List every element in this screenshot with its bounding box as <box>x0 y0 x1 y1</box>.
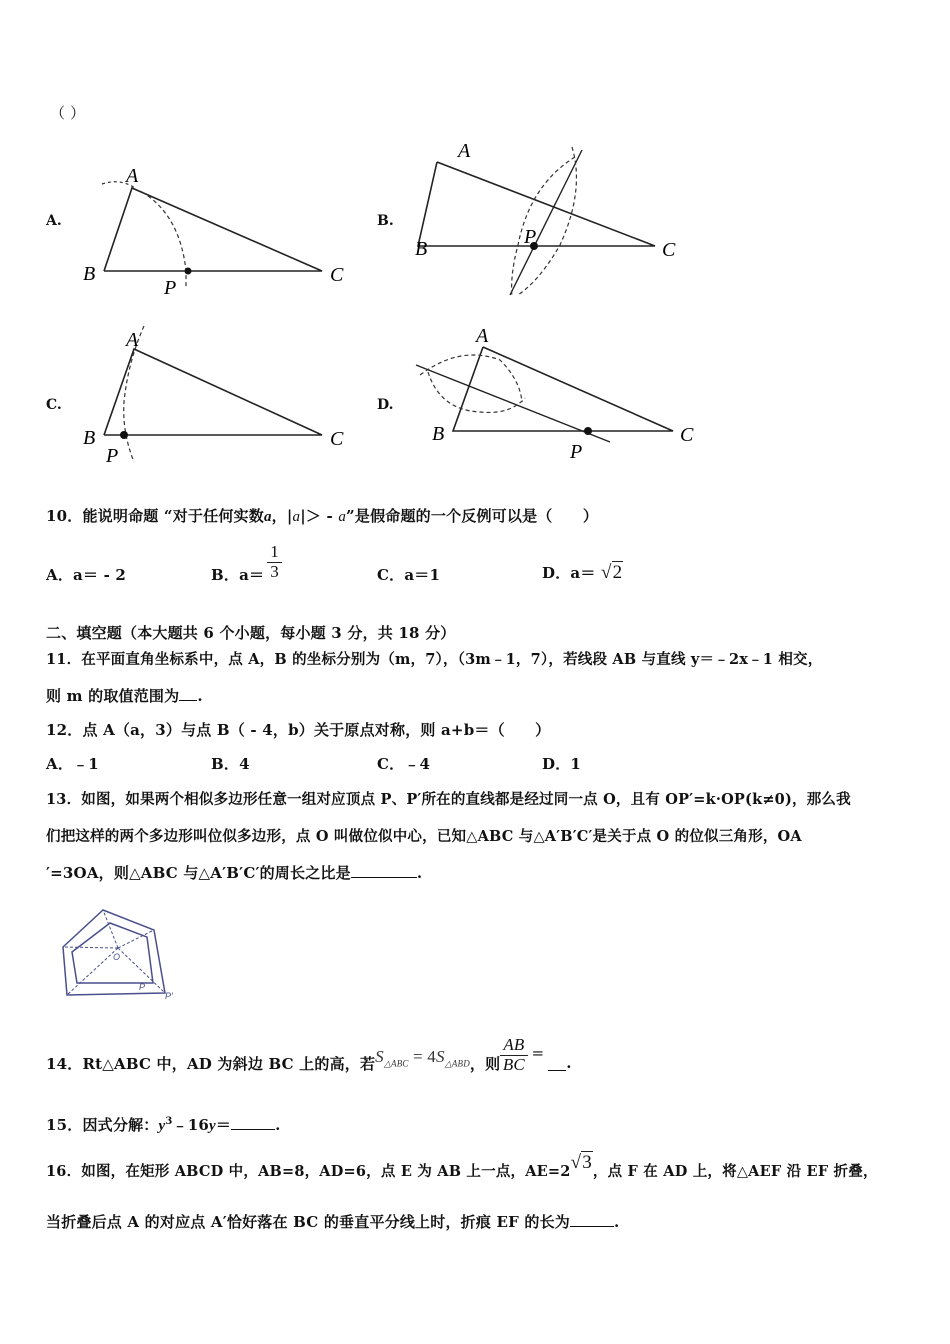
q11-line2: 则 m 的取值范围为 . <box>46 687 203 705</box>
vertex-a: A <box>126 329 139 351</box>
answer-blank[interactable] <box>548 1056 566 1071</box>
option-a-label: A. <box>46 213 62 229</box>
vertex-b: B <box>415 238 428 260</box>
q13-line2: 们把这样的两个多边形叫位似多边形，点 O 叫做位似中心，已知△ABC 与△A′B′C′是关于点 O 的位似三角形，OA <box>46 828 802 845</box>
label-p: P <box>139 982 146 992</box>
answer-blank[interactable] <box>570 1212 614 1227</box>
q12-option-d: D．1 <box>542 755 582 773</box>
option-c-label: C. <box>46 397 62 413</box>
vertex-a: A <box>126 165 139 187</box>
label-p-prime: P′ <box>165 991 173 1000</box>
q10-option-b: B． a＝ $\frac{1}{3}$ <box>211 540 282 584</box>
vertex-p: P <box>524 226 537 248</box>
vertex-b: B <box>83 263 96 285</box>
vertex-c: C <box>330 428 344 450</box>
vertex-a: A <box>458 140 471 162</box>
vertex-b: B <box>83 427 96 449</box>
answer-paren: （ ） <box>50 104 86 122</box>
vertex-p: P <box>570 441 583 463</box>
figure-option-a <box>80 160 360 300</box>
vertex-p: P <box>164 277 177 299</box>
answer-blank[interactable] <box>351 863 417 878</box>
q14-stem: 14．Rt△ABC 中，AD 为斜边 BC 上的高，若 $S_{\triangle ABC} = 4S_{\triangle ABD}$ ，则 $\frac{AB}{BC}$ = . <box>46 1034 572 1074</box>
label-o: O <box>113 952 121 962</box>
q10-stem: 10．能说明命题 “对于任何实数a，|a|＞ - a”是假命题的一个反例可以是（ ） <box>46 507 599 525</box>
vertex-p: P <box>106 445 119 467</box>
vertex-a: A <box>476 325 489 347</box>
vertex-b: B <box>432 423 445 445</box>
q10-option-d: D．a＝ √2 <box>542 562 623 583</box>
q16-line1: 16．如图，在矩形 ABCD 中，AB=8，AD=6，点 E 为 AB 上一点，AE=2√3，点 F 在 AD 上，将△AEF 沿 EF 折叠， <box>46 1152 878 1180</box>
q13-line3: ′=3OA，则△ABC 与△A′B′C′的周长之比是 . <box>46 864 423 882</box>
answer-blank[interactable] <box>179 686 197 701</box>
q13-line1: 13．如图，如果两个相似多边形任意一组对应顶点 P、P′所在的直线都是经过同一点 O，且有 OP′=k·OP(k≠0)，那么我 <box>46 791 851 808</box>
figure-option-b <box>410 135 700 305</box>
q12-stem: 12．点 A（a，3）与点 B（ - 4，b）关于原点对称，则 a+b＝（ ） <box>46 721 551 739</box>
q10-option-a: A．a＝ - 2 <box>46 566 127 584</box>
q15-stem: 15．因式分解：$y^3﹣16y=$ . <box>46 1116 281 1134</box>
option-d-label: D. <box>377 397 394 413</box>
q12-option-b: B．4 <box>211 755 250 773</box>
vertex-c: C <box>680 424 694 446</box>
q12-option-c: C．﹣4 <box>377 755 431 773</box>
q10-option-c: C．a＝1 <box>377 566 441 584</box>
q11-line1: 11．在平面直角坐标系中，点 A，B 的坐标分别为（m，7），（3m﹣1，7），若线段 AB 与直线 y＝﹣2x﹣1 相交， <box>46 651 823 668</box>
q12-option-a: A．﹣1 <box>46 755 99 773</box>
answer-blank[interactable] <box>231 1115 275 1130</box>
figure-option-d <box>410 320 710 465</box>
figure-option-c <box>80 322 360 467</box>
vertex-c: C <box>330 264 344 286</box>
q16-line2: 当折叠后点 A 的对应点 A′恰好落在 BC 的垂直平分线上时，折痕 EF 的长为 . <box>46 1213 620 1231</box>
section-title: 二、填空题（本大题共 6 个小题，每小题 3 分，共 18 分） <box>46 624 456 642</box>
option-b-label: B. <box>377 213 394 229</box>
figure-homothety-polygon <box>55 905 185 1000</box>
vertex-c: C <box>662 239 676 261</box>
